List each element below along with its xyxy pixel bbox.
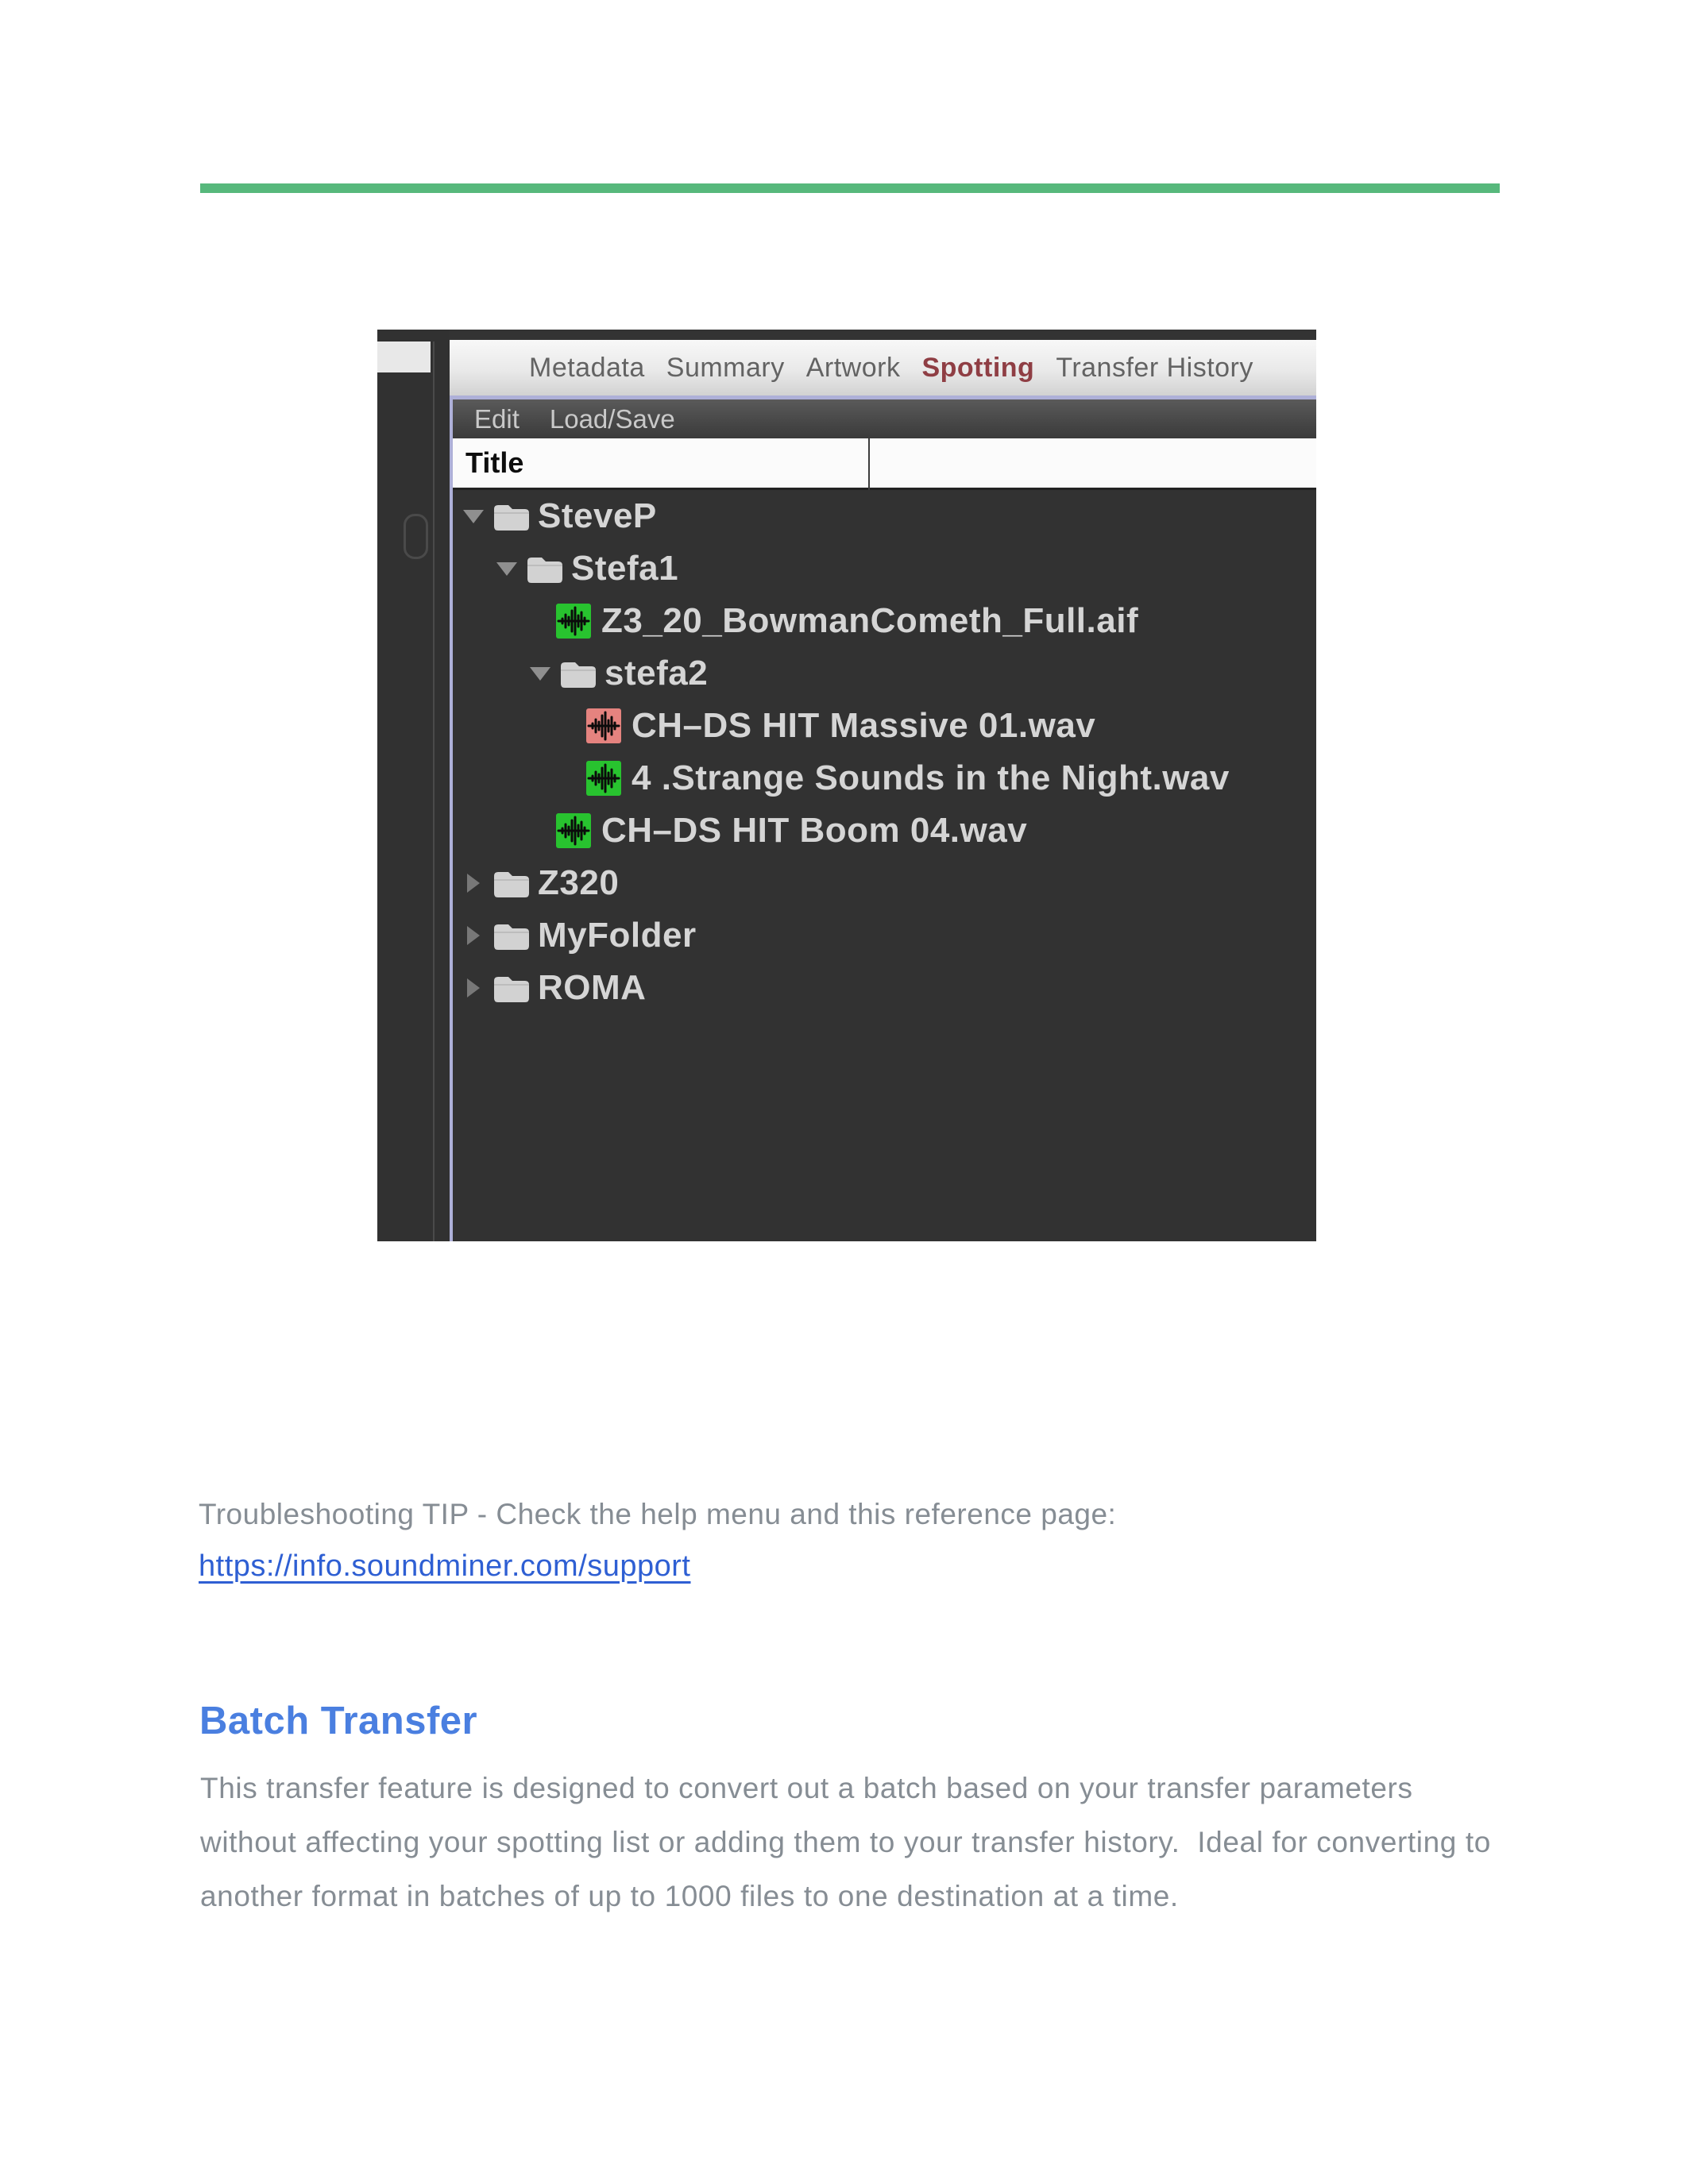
disclosure-expanded-icon[interactable]: [498, 560, 516, 577]
disclosure-expanded-icon[interactable]: [465, 507, 482, 525]
tree-row-stevep[interactable]: [450, 490, 1316, 542]
title-column-header[interactable]: Title: [465, 446, 524, 479]
tree-row-stefa1[interactable]: [450, 542, 1316, 595]
accent-bar: [200, 183, 1500, 193]
app-screenshot-window: [377, 330, 1316, 1241]
audio-waveform-icon: [586, 708, 621, 743]
tab-transfer-history[interactable]: Transfer History: [1056, 352, 1253, 383]
tree-item-label: stefa2: [605, 654, 709, 693]
tree-item-label: Stefa1: [571, 549, 679, 588]
tree-row-z320[interactable]: [450, 857, 1316, 909]
disclosure-expanded-icon[interactable]: [531, 665, 549, 682]
column-header-row: [450, 438, 1316, 490]
spotting-menu-bar: [450, 399, 1316, 438]
spotting-tree-panel: [450, 490, 1316, 1241]
tree-item-label: Z320: [538, 863, 620, 902]
tree-row-audio-file[interactable]: [450, 700, 1316, 752]
folder-icon: [493, 502, 530, 531]
troubleshooting-tip-text: Troubleshooting TIP - Check the help menu and this reference page:: [199, 1498, 1117, 1530]
tree-item-label: ROMA: [538, 968, 647, 1007]
disclosure-collapsed-icon[interactable]: [465, 874, 482, 892]
rail-light-box: [377, 341, 431, 372]
tab-summary[interactable]: Summary: [666, 352, 785, 383]
rail-scroll-handle[interactable]: [404, 514, 428, 559]
tree-row-roma[interactable]: [450, 962, 1316, 1014]
paragraph-line: This transfer feature is designed to convert out a batch based on your transfer parameters: [200, 1772, 1413, 1804]
tree-row-audio-file[interactable]: [450, 752, 1316, 805]
folder-icon: [527, 554, 563, 583]
tree-item-label: MyFolder: [538, 916, 697, 955]
tree-item-label: CH–DS HIT Massive 01.wav: [632, 706, 1096, 745]
support-link[interactable]: https://info.soundminer.com/support: [199, 1549, 691, 1583]
tree-row-audio-file[interactable]: [450, 595, 1316, 647]
tree-item-label: 4 .Strange Sounds in the Night.wav: [632, 758, 1230, 797]
paragraph-line: another format in batches of up to 1000 files to one destination at a time.: [200, 1880, 1179, 1912]
tree-row-stefa2[interactable]: [450, 647, 1316, 700]
tree-item-label: Z3_20_BowmanCometh_Full.aif: [601, 601, 1139, 640]
audio-waveform-icon: [556, 813, 591, 848]
menu-edit[interactable]: Edit: [474, 403, 520, 434]
tree-item-label: SteveP: [538, 496, 657, 535]
folder-icon: [493, 869, 530, 897]
tab-metadata[interactable]: Metadata: [529, 352, 645, 383]
tree-left-border: [450, 396, 453, 1241]
disclosure-collapsed-icon[interactable]: [465, 979, 482, 997]
audio-waveform-icon: [556, 604, 591, 639]
folder-icon: [560, 659, 597, 688]
column-divider[interactable]: [868, 438, 870, 490]
tab-artwork[interactable]: Artwork: [805, 352, 901, 383]
disclosure-collapsed-icon[interactable]: [465, 927, 482, 944]
tree-row-audio-file[interactable]: [450, 805, 1316, 857]
rail-divider: [433, 341, 435, 1241]
batch-transfer-heading: Batch Transfer: [199, 1700, 478, 1742]
folder-icon: [493, 921, 530, 950]
audio-waveform-icon: [586, 761, 621, 796]
tree-item-label: CH–DS HIT Boom 04.wav: [601, 811, 1028, 850]
tree-row-myfolder[interactable]: [450, 909, 1316, 962]
folder-icon: [493, 974, 530, 1002]
paragraph-line: without affecting your spotting list or adding them to your transfer history. Ideal for converting to: [200, 1826, 1491, 1858]
left-rail: [377, 330, 450, 1241]
tab-bar: [450, 340, 1316, 396]
menu-load-save[interactable]: Load/Save: [549, 403, 675, 434]
tab-spotting[interactable]: Spotting: [921, 352, 1035, 383]
